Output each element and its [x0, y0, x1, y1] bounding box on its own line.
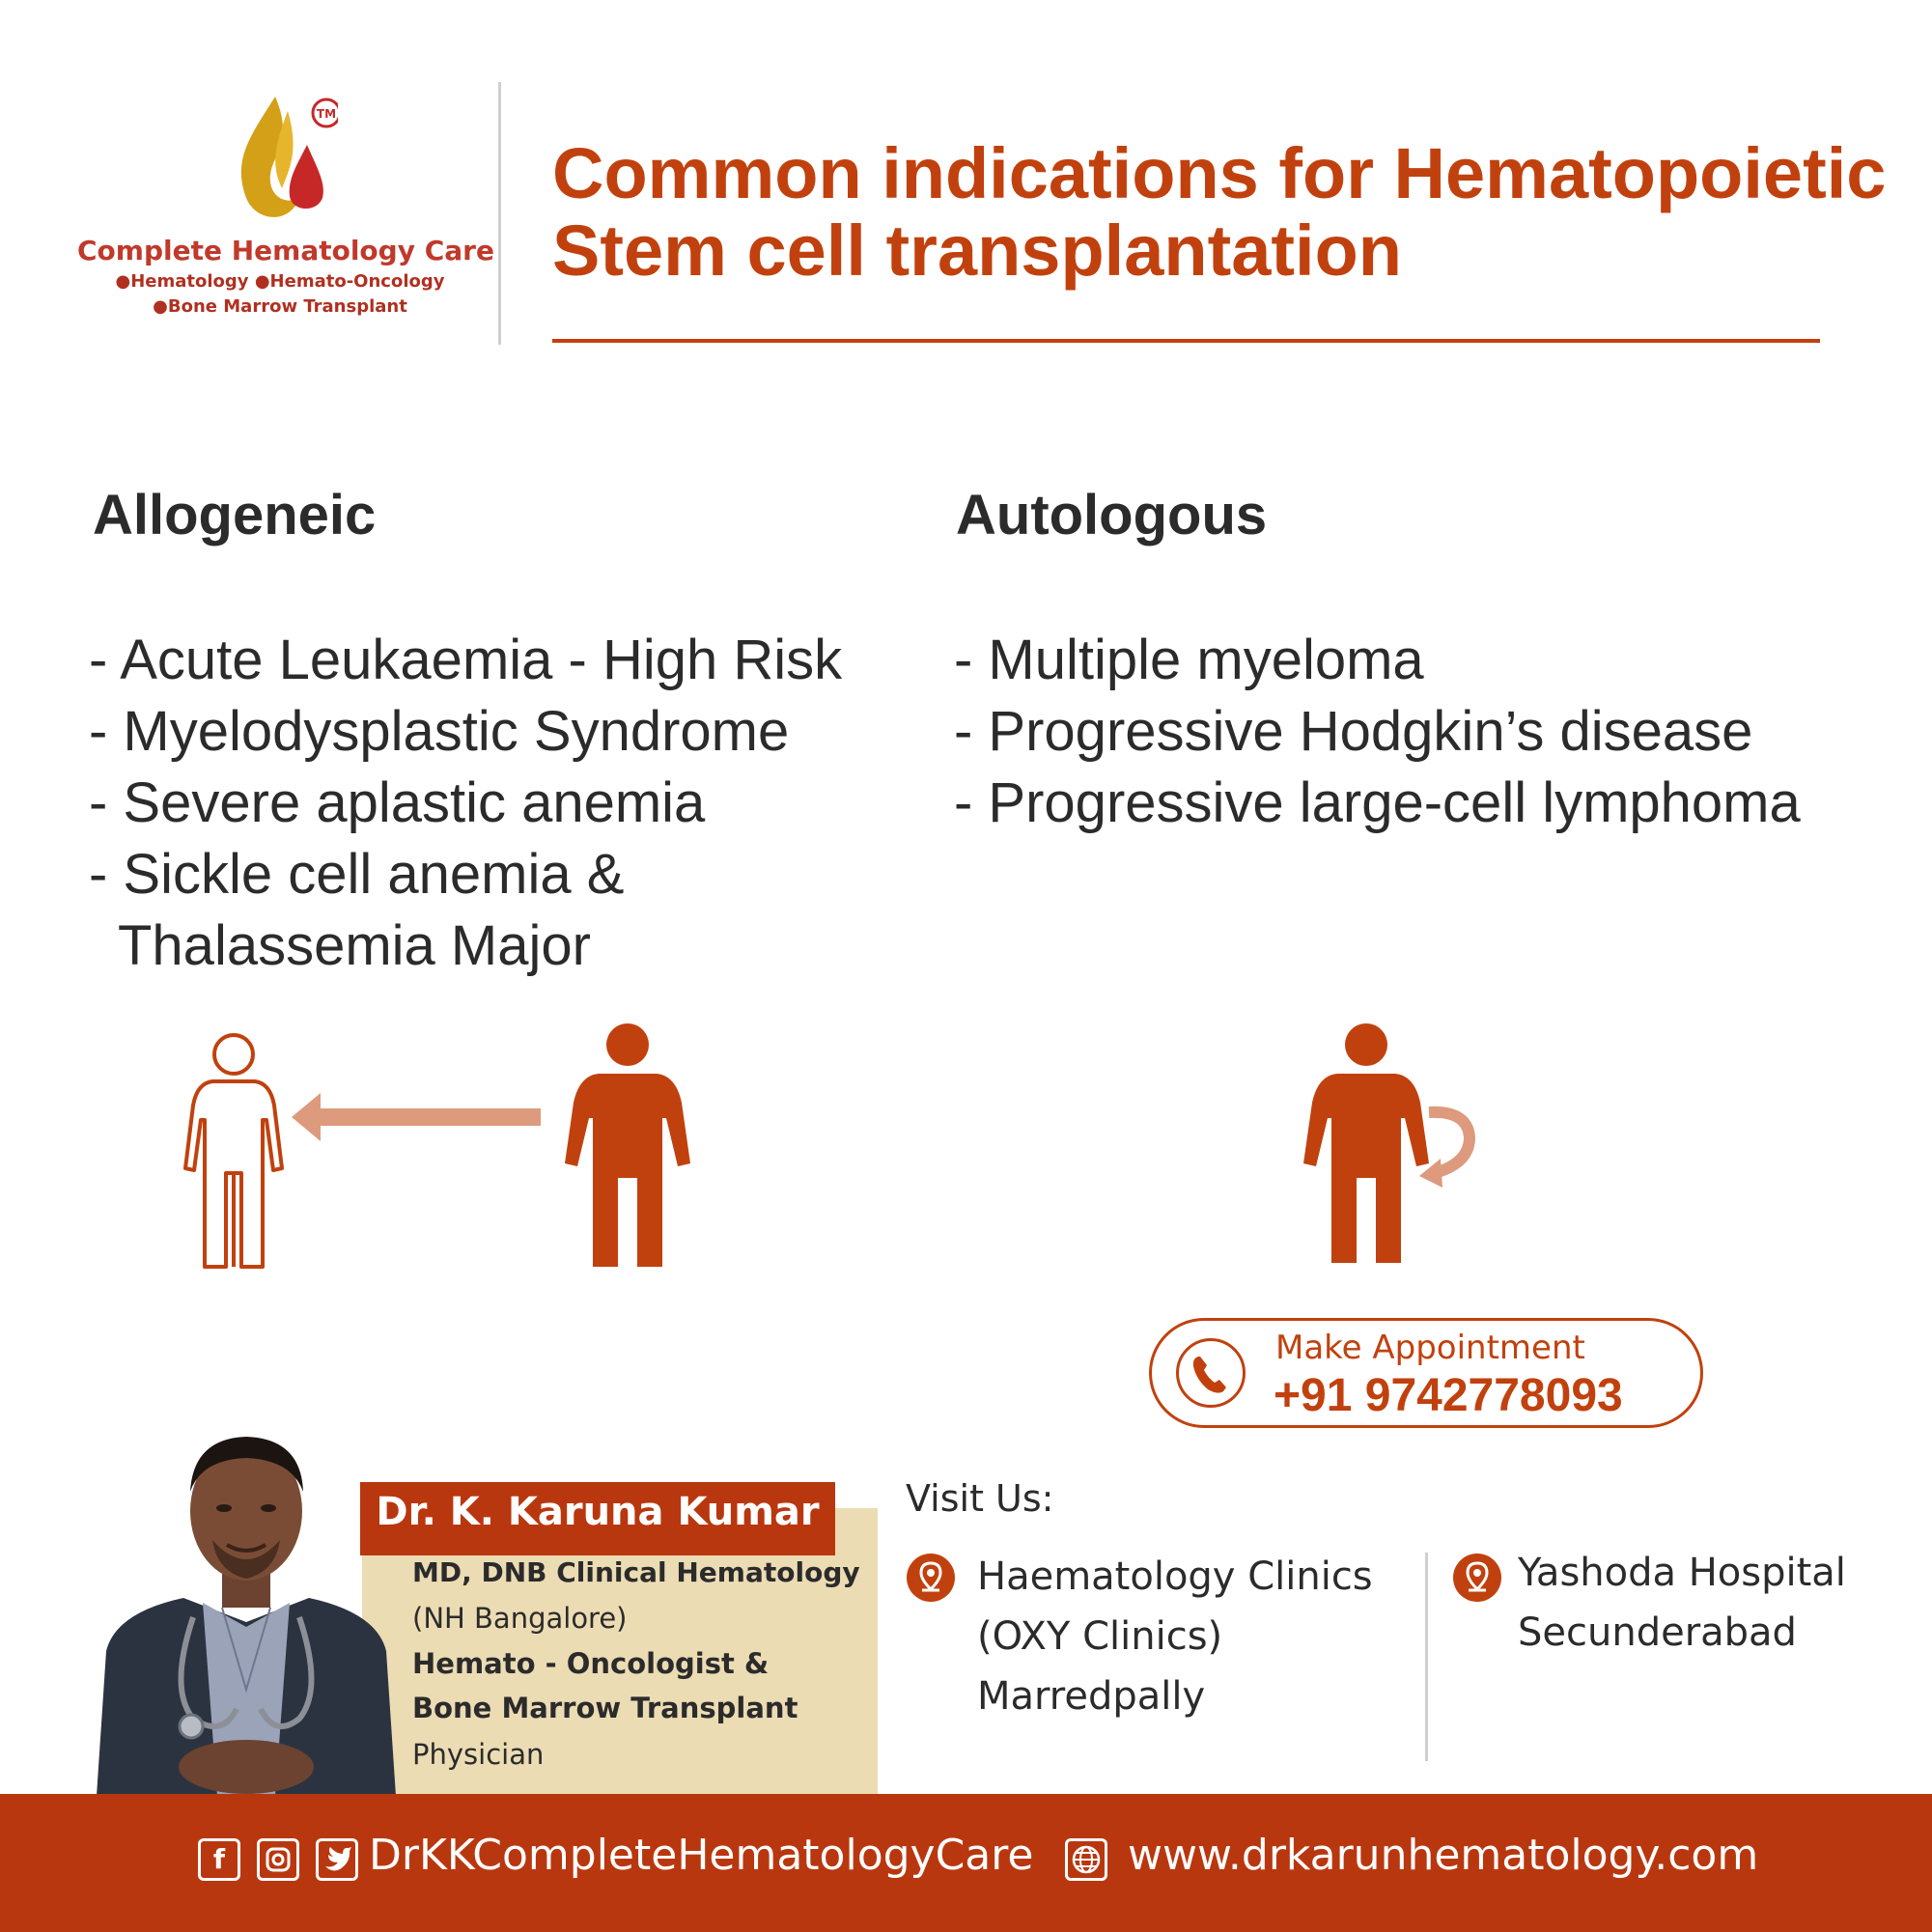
phone-icon: [1176, 1338, 1246, 1408]
appointment-phone-number[interactable]: +91 9742778093: [1274, 1370, 1623, 1421]
doctor-detail-4: Physician: [412, 1738, 545, 1771]
globe-icon[interactable]: [1065, 1838, 1107, 1881]
autologous-illustration: [1294, 1014, 1506, 1274]
visit-divider: [1425, 1553, 1428, 1761]
logo-name: Complete Hematology Care: [77, 235, 494, 266]
svg-text:TM: TM: [316, 107, 337, 121]
website-link[interactable]: www.drkarunhematology.com: [1128, 1831, 1759, 1880]
list-item: - Multiple myeloma: [954, 629, 1424, 691]
list-item: - Progressive large-cell lymphoma: [954, 771, 1801, 834]
list-item: - Sickle cell anemia &: [89, 843, 625, 906]
title-line-1: Common indications for Hematopoietic: [552, 133, 1887, 213]
autologous-list: [954, 625, 1919, 839]
logo-tagline-1: ●Hematology ●Hemato-Oncology: [115, 271, 445, 292]
location-pin-icon: [1452, 1553, 1502, 1603]
location-yashoda-hospital: Yashoda Hospital Secunderabad: [1518, 1551, 1846, 1655]
facebook-icon[interactable]: f: [198, 1838, 240, 1881]
doctor-detail-2: Hemato - Oncologist &: [412, 1647, 770, 1680]
donor-person-icon: [565, 1023, 690, 1267]
recipient-outline-person-icon: [185, 1035, 282, 1267]
allogeneic-illustration: [174, 1014, 714, 1274]
patient-person-icon: [1303, 1023, 1429, 1263]
page-title: [552, 135, 1885, 290]
header-divider: [498, 82, 501, 345]
autologous-heading: Autologous: [956, 484, 1268, 546]
list-item: - Myelodysplastic Syndrome: [89, 700, 790, 763]
footer-bar: [0, 1794, 1932, 1932]
social-handle-link[interactable]: DrKKCompleteHematologyCare: [369, 1831, 1034, 1880]
doctor-name-banner: [360, 1482, 835, 1555]
allogeneic-heading: Allogeneic: [93, 484, 377, 546]
brand-logo: [77, 92, 494, 333]
location-pin-icon: [906, 1553, 956, 1603]
logo-tagline-2: ●Bone Marrow Transplant: [153, 296, 407, 317]
list-item: - Progressive Hodgkin’s disease: [954, 700, 1753, 763]
make-appointment-button[interactable]: [1149, 1318, 1703, 1428]
doctor-qualification: MD, DNB Clinical Hematology: [412, 1556, 860, 1588]
allogeneic-list: [89, 625, 919, 982]
title-line-2: Stem cell transplantation: [552, 210, 1402, 291]
appointment-label: Make Appointment: [1275, 1329, 1585, 1367]
location-haematology-clinics: Haematology Clinics (OXY Clinics) Marredpally: [977, 1554, 1373, 1719]
doctor-detail-1: (NH Bangalore): [412, 1602, 628, 1635]
instagram-icon[interactable]: [257, 1838, 299, 1881]
flame-drop-icon: [222, 92, 338, 227]
transfer-arrow-icon: [292, 1093, 541, 1141]
title-underline: [552, 339, 1820, 343]
doctor-detail-3: Bone Marrow Transplant: [412, 1692, 798, 1724]
list-item: - Severe aplastic anemia: [89, 771, 706, 834]
visit-us-heading: Visit Us:: [906, 1477, 1054, 1520]
doctor-photo: [77, 1400, 415, 1796]
list-item-continuation: Thalassemia Major: [118, 914, 591, 977]
list-item: - Acute Leukaemia - High Risk: [89, 629, 843, 691]
twitter-icon[interactable]: [316, 1838, 358, 1881]
doctor-name: Dr. K. Karuna Kumar: [376, 1490, 820, 1534]
